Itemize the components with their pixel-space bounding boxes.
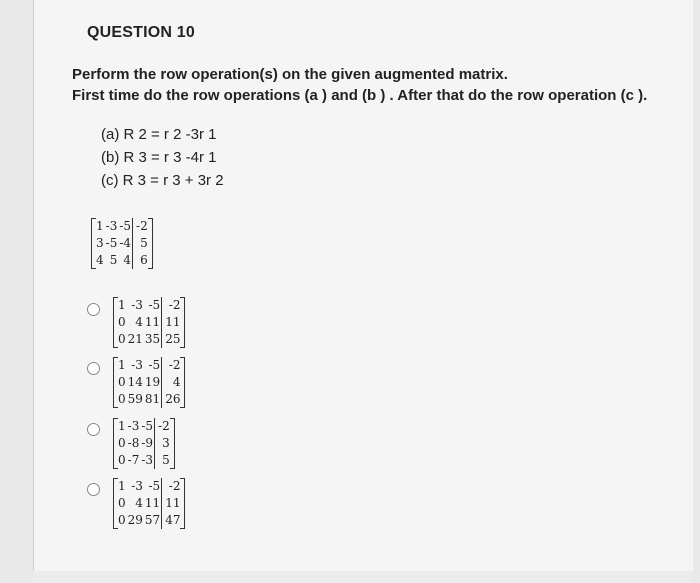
prompt-line-2: First time do the row operations (a ) and (b ) . After that do the row operation (c ).	[72, 87, 648, 104]
matrix-cell: 0	[118, 392, 126, 406]
matrix-cell: 14	[127, 375, 143, 389]
matrix-cell: 21	[127, 332, 143, 346]
prompt-line-1: Perform the row operation(s) on the given augmented matrix.	[72, 66, 508, 83]
row-operations-list	[101, 123, 224, 192]
option-a-matrix[interactable]	[117, 297, 181, 348]
matrix-cell: -2	[162, 297, 182, 314]
matrix-cell: 5	[109, 253, 118, 267]
matrix-cell: 26	[162, 391, 182, 408]
matrix-cell: -5	[148, 298, 161, 312]
matrix-row	[117, 331, 181, 348]
matrix-cell: 3	[96, 236, 104, 250]
given-matrix	[95, 218, 149, 269]
matrix-cell: 59	[127, 392, 143, 406]
matrix-cell: 1	[118, 419, 126, 433]
matrix-cell: -2	[162, 357, 182, 374]
matrix-cell: 19	[144, 375, 161, 389]
matrix-cell: 25	[162, 331, 182, 348]
matrix-cell: -3	[131, 298, 143, 312]
matrix-cell: 1	[96, 219, 104, 233]
matrix-cell: 11	[162, 314, 182, 331]
matrix-row	[117, 452, 171, 469]
matrix-cell: -4	[119, 236, 132, 250]
matrix-cell: 11	[144, 496, 161, 510]
matrix-cell: -2	[155, 418, 171, 435]
matrix-cell: -5	[148, 479, 161, 493]
matrix-row	[117, 478, 181, 495]
matrix-cell: -2	[133, 218, 149, 235]
option-b-matrix[interactable]	[117, 357, 181, 408]
option-b-radio[interactable]	[87, 362, 100, 375]
option-c-matrix[interactable]	[117, 418, 171, 469]
matrix-cell: 81	[144, 392, 161, 406]
matrix-cell: 35	[144, 332, 161, 346]
card-footer-strip	[33, 571, 692, 583]
matrix-cell: -5	[141, 419, 154, 433]
matrix-cell: 4	[123, 253, 132, 267]
matrix-cell: 4	[135, 496, 143, 510]
matrix-cell: 4	[135, 315, 143, 329]
matrix-row	[117, 374, 181, 391]
question-title: QUESTION 10	[87, 24, 196, 41]
matrix-cell: 1	[118, 358, 126, 372]
option-a-radio[interactable]	[87, 303, 100, 316]
matrix-row	[117, 297, 181, 314]
matrix-cell: -9	[141, 436, 154, 450]
matrix-cell: 1	[118, 298, 126, 312]
matrix-cell: -5	[119, 219, 132, 233]
matrix-row	[117, 391, 181, 408]
matrix-cell: 0	[118, 453, 126, 467]
matrix-cell: -5	[105, 236, 118, 250]
matrix-cell: 47	[162, 512, 182, 529]
matrix-cell: 3	[155, 435, 171, 452]
matrix-cell: 4	[162, 374, 182, 391]
option-d-matrix[interactable]	[117, 478, 181, 529]
matrix-cell: 5	[133, 235, 149, 252]
matrix-row	[117, 357, 181, 374]
matrix-cell: -5	[148, 358, 161, 372]
matrix-cell: 4	[96, 253, 104, 267]
matrix-cell: -8	[127, 436, 140, 450]
matrix-cell: 0	[118, 513, 126, 527]
matrix-cell: 11	[144, 315, 161, 329]
matrix-cell: 0	[118, 375, 126, 389]
matrix-row	[117, 435, 171, 452]
operation-b: (b) R 3 = r 3 -4r 1	[101, 149, 217, 166]
matrix-cell: 57	[144, 513, 161, 527]
matrix-cell: 1	[118, 479, 126, 493]
matrix-cell: -7	[127, 453, 140, 467]
option-c-radio[interactable]	[87, 423, 100, 436]
operation-c: (c) R 3 = r 3 + 3r 2	[101, 172, 224, 189]
matrix-cell: -3	[127, 419, 140, 433]
option-d-radio[interactable]	[87, 483, 100, 496]
matrix-cell: -3	[141, 453, 154, 467]
matrix-row	[117, 495, 181, 512]
matrix-cell: 0	[118, 496, 126, 510]
matrix-cell: -3	[105, 219, 118, 233]
matrix-row	[117, 314, 181, 331]
operation-a: (a) R 2 = r 2 -3r 1	[101, 126, 217, 143]
matrix-row	[95, 235, 149, 252]
matrix-cell: -3	[131, 358, 143, 372]
matrix-row	[117, 512, 181, 529]
question-prompt	[72, 64, 647, 106]
matrix-cell: 0	[118, 436, 126, 450]
matrix-cell: 6	[133, 252, 149, 269]
matrix-cell: 5	[155, 452, 171, 469]
matrix-cell: 0	[118, 315, 126, 329]
matrix-cell: -2	[162, 478, 182, 495]
matrix-row	[95, 252, 149, 269]
matrix-cell: -3	[131, 479, 143, 493]
matrix-cell: 0	[118, 332, 126, 346]
matrix-cell: 29	[127, 513, 143, 527]
matrix-row	[95, 218, 149, 235]
matrix-row	[117, 418, 171, 435]
matrix-cell: 11	[162, 495, 182, 512]
